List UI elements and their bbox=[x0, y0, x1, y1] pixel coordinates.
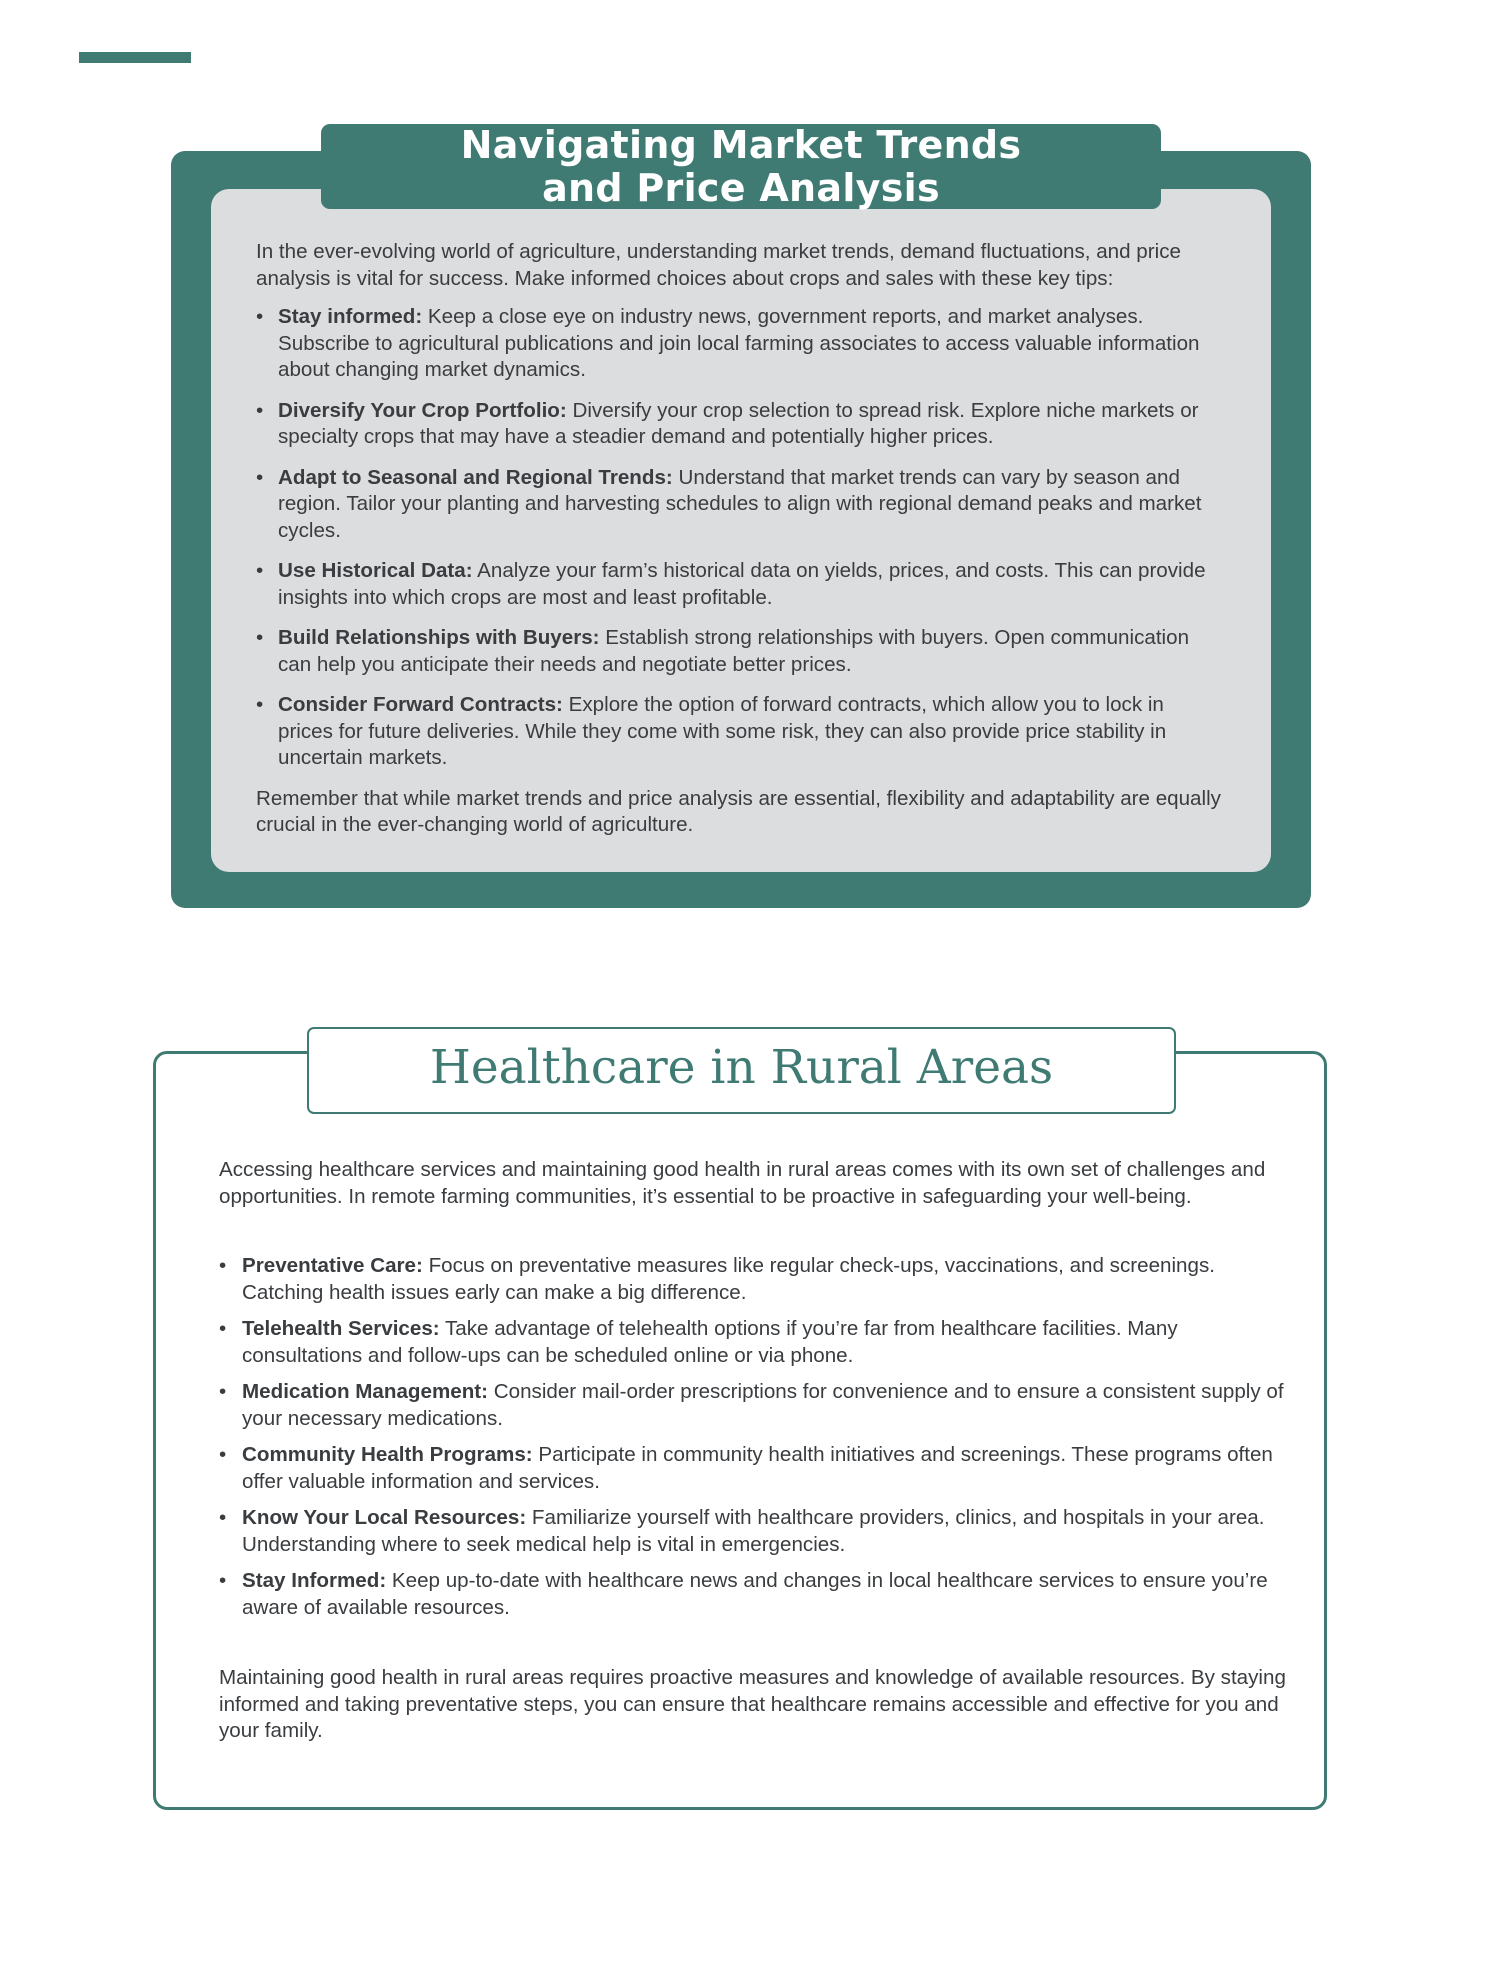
market-tips-list bbox=[256, 304, 1223, 772]
market-trends-title bbox=[321, 124, 1161, 209]
tip-label: Build Relationships with Buyers: bbox=[278, 626, 600, 649]
list-item bbox=[256, 692, 1223, 772]
list-item bbox=[219, 1505, 1289, 1558]
list-item bbox=[256, 304, 1223, 384]
top-accent-bar bbox=[79, 52, 191, 63]
healthcare-closing: Maintaining good health in rural areas requires proactive measures and knowledge of available resources. By staying informed and taking preventative steps, you can ensure that healthcare remains accessible and effective for you and your family. bbox=[219, 1666, 1286, 1742]
title-line-2: and Price Analysis bbox=[542, 166, 940, 210]
tip-label: Telehealth Services: bbox=[242, 1317, 440, 1340]
tip-text: Consider mail-order prescriptions for convenience and to ensure a consistent supply of your necessary medications. bbox=[242, 1380, 1284, 1430]
list-item bbox=[219, 1316, 1289, 1369]
tip-text: Understand that market trends can vary by season and region. Tailor your planting and harvesting schedules to align with regional demand peaks and market cycles. bbox=[278, 465, 1202, 542]
tip-text: Analyze your farm’s historical data on yields, prices, and costs. This can provide insights into which crops are most and least profitable. bbox=[278, 559, 1206, 609]
list-item bbox=[256, 625, 1223, 678]
title-line-1: Navigating Market Trends bbox=[460, 123, 1022, 167]
tip-label: Preventative Care: bbox=[242, 1254, 423, 1277]
healthcare-intro: Accessing healthcare services and maintaining good health in rural areas comes with its own set of challenges and opportunities. In remote farming communities, it’s essential to be proactive in safeguarding your well-being. bbox=[219, 1158, 1266, 1208]
tip-text: Explore the option of forward contracts, which allow you to lock in prices for future deliveries. While they come with some risk, they can also provide price stability in uncertain markets. bbox=[278, 693, 1167, 769]
healthcare-body bbox=[219, 1157, 1289, 1745]
tip-label: Adapt to Seasonal and Regional Trends: bbox=[278, 465, 673, 489]
list-item bbox=[219, 1568, 1289, 1621]
tip-label: Know Your Local Resources: bbox=[242, 1506, 527, 1529]
healthcare-title: Healthcare in Rural Areas bbox=[307, 1027, 1176, 1114]
market-intro: In the ever-evolving world of agriculture, understanding market trends, demand fluctuations, and price analysis is vital for success. Make informed choices about crops and sales with these key tips: bbox=[256, 240, 1181, 290]
list-item bbox=[256, 398, 1223, 451]
list-item bbox=[256, 558, 1223, 611]
tip-text: Focus on preventative measures like regular check-ups, vaccinations, and screenings. Catching health issues early can make a big difference. bbox=[242, 1254, 1215, 1304]
tip-text: Keep a close eye on industry news, government reports, and market analyses. Subscribe to agricultural publications and join local farming associates to access valuable information about changing market dynamics. bbox=[278, 305, 1200, 381]
tip-text: Keep up-to-date with healthcare news and changes in local healthcare services to ensure you’re aware of available resources. bbox=[242, 1569, 1268, 1619]
tip-label: Stay informed: bbox=[278, 305, 423, 328]
market-trends-panel bbox=[211, 189, 1271, 872]
tip-text: Participate in community health initiatives and screenings. These programs often offer valuable information and services. bbox=[242, 1443, 1273, 1493]
list-item bbox=[219, 1379, 1289, 1432]
list-item bbox=[219, 1442, 1289, 1495]
tip-label: Medication Management: bbox=[242, 1380, 489, 1403]
healthcare-tips-list bbox=[219, 1253, 1289, 1621]
tip-text: Establish strong relationships with buyers. Open communication can help you anticipate their needs and negotiate better prices. bbox=[278, 626, 1190, 676]
tip-label: Consider Forward Contracts: bbox=[278, 693, 563, 716]
list-item bbox=[256, 465, 1223, 545]
tip-text: Familiarize yourself with healthcare providers, clinics, and hospitals in your area. Understanding where to seek medical help is vital in emergencies. bbox=[242, 1506, 1265, 1556]
tip-label: Use Historical Data: bbox=[278, 559, 473, 582]
tip-text: Take advantage of telehealth options if you’re far from healthcare facilities. Many consultations and follow-ups can be scheduled online or via phone. bbox=[242, 1317, 1178, 1367]
tip-label: Diversify Your Crop Portfolio: bbox=[278, 398, 567, 422]
tip-label: Community Health Programs: bbox=[242, 1443, 533, 1466]
list-item bbox=[219, 1253, 1289, 1306]
tip-text: Diversify your crop selection to spread risk. Explore niche markets or specialty crops that may have a steadier demand and potentially higher prices. bbox=[278, 398, 1199, 448]
market-closing: Remember that while market trends and price analysis are essential, flexibility and adaptability are equally crucial in the ever-changing world of agriculture. bbox=[256, 786, 1221, 836]
tip-label: Stay Informed: bbox=[242, 1569, 387, 1592]
